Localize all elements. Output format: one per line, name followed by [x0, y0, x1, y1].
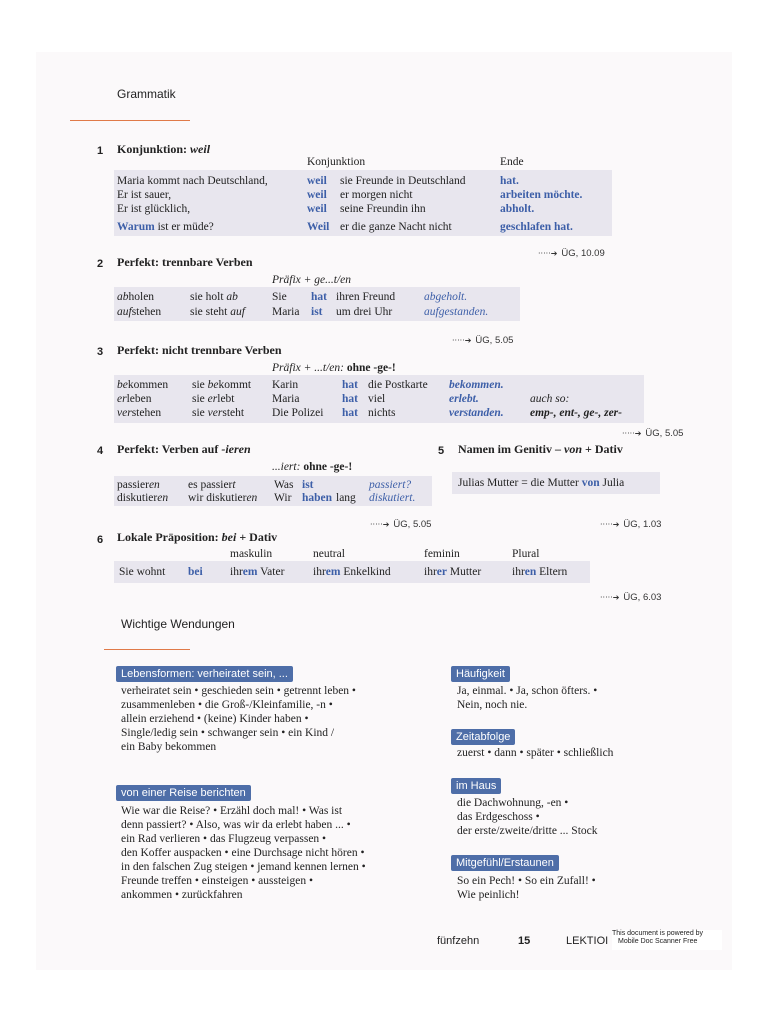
s5-example: Julias Mutter = die Mutter von Julia — [458, 477, 625, 489]
tag-haus: im Haus — [451, 778, 501, 794]
s3-auch-list: emp-, ent-, ge-, zer- — [530, 407, 622, 419]
s3-reference: ·····➔ ÜG, 5.05 — [622, 428, 684, 439]
text-mitgefuehl: So ein Pech! • So ein Zufall! • Wie peinlich! — [457, 875, 596, 901]
s6-reference: ·····➔ ÜG, 6.03 — [600, 592, 662, 603]
s6-head-maskulin: maskulin — [230, 548, 273, 560]
watermark-box — [612, 930, 722, 950]
footer-page-number: 15 — [518, 935, 531, 947]
s6-head-plural: Plural — [512, 548, 540, 560]
s6-title: Lokale Präposition: bei + Dativ — [117, 530, 278, 544]
s1-number: 1 — [97, 145, 104, 157]
s3-number: 3 — [97, 346, 104, 358]
tag-haeufigkeit: Häufigkeit — [451, 666, 510, 682]
footer-lektion: LEKTIOI — [566, 935, 609, 947]
s4-title: Perfekt: Verben auf -ieren — [117, 442, 251, 456]
wendungen-heading: Wichtige Wendungen — [121, 617, 235, 631]
s6-head-feminin: feminin — [424, 548, 460, 560]
s4-number: 4 — [97, 445, 104, 457]
footer-page-word: fünfzehn — [437, 935, 480, 947]
arrow-icon: ·····➔ — [622, 429, 642, 438]
s1-head-ende: Ende — [500, 156, 524, 168]
text-haeufigkeit: Ja, einmal. • Ja, schon öfters. • Nein, noch nie. — [457, 685, 598, 711]
tag-zeitabfolge: Zeitabfolge — [451, 729, 515, 745]
s4-formula: ...iert: ohne -ge-! — [272, 461, 353, 473]
heading-rule — [70, 120, 190, 121]
watermark-line1: This document is powered by — [612, 930, 704, 937]
wendungen-rule — [104, 649, 190, 650]
s5-title: Namen im Genitiv – von + Dativ — [458, 442, 623, 456]
text-lebensformen: verheiratet sein • geschieden sein • getrennt leben • zusammenleben • die Groß-/Kleinfamilie, -n • allein erziehend • (keine) Kinder haben • Single/ledig sein • schwanger sein • ein Kind / ein Baby bekommen — [121, 685, 356, 753]
s3-title: Perfekt: nicht trennbare Verben — [117, 343, 282, 357]
s2-number: 2 — [97, 258, 104, 270]
s6-number: 6 — [97, 534, 104, 546]
arrow-icon: ·····➔ — [600, 593, 620, 602]
text-haus: die Dachwohnung, -en • das Erdgeschoss • der erste/zweite/dritte ... Stock — [457, 797, 598, 837]
s5-reference: ·····➔ ÜG, 1.03 — [600, 519, 662, 530]
s6-head-neutral: neutral — [313, 548, 345, 560]
s5-number: 5 — [438, 445, 445, 457]
s1-title: Konjunktion: weil — [117, 142, 211, 156]
s2-formula: Präfix + ge...t/en — [272, 274, 351, 286]
s1-head-konjunktion: Konjunktion — [307, 156, 366, 168]
s3-formula: Präfix + ...t/en: ohne -ge-! — [272, 362, 396, 374]
s3-auch-label: auch so: — [530, 393, 570, 405]
text-zeitabfolge: zuerst • dann • später • schließlich — [457, 747, 614, 759]
arrow-icon: ·····➔ — [538, 249, 558, 258]
text-reise: Wie war die Reise? • Erzähl doch mal! • Was ist denn passiert? • Also, was wir da erlebt haben ... • ein Rad verlieren • das Flugzeug verpassen • den Koffer auspacken • eine Durchsage nicht hören • in den falschen Zug steigen • jemand kennen lernen • Freunde treffen • einsteigen • aussteigen • ankommen • zurückfahren — [121, 805, 366, 901]
grammar-heading: Grammatik — [117, 87, 176, 101]
tag-reise: von einer Reise berichten — [116, 785, 251, 801]
tag-lebensformen: Lebensformen: verheiratet sein, ... — [116, 666, 293, 682]
s2-title: Perfekt: trennbare Verben — [117, 255, 253, 269]
tag-mitgefuehl: Mitgefühl/Erstaunen — [451, 855, 559, 871]
s4-reference: ·····➔ ÜG, 5.05 — [370, 519, 432, 530]
arrow-icon: ·····➔ — [600, 520, 620, 529]
arrow-icon: ·····➔ — [452, 336, 472, 345]
s1-reference: ·····➔ ÜG, 10.09 — [538, 248, 605, 259]
watermark-line2: Mobile Doc Scanner Free — [618, 938, 698, 945]
s2-reference: ·····➔ ÜG, 5.05 — [452, 335, 514, 346]
arrow-icon: ·····➔ — [370, 520, 390, 529]
